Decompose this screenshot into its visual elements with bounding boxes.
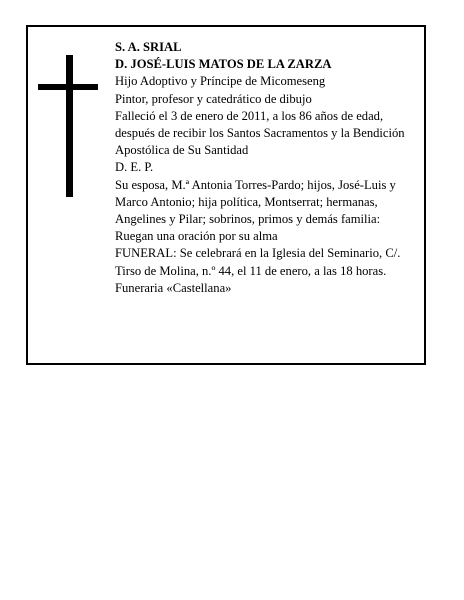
notice-text bbox=[115, 39, 423, 297]
cross-icon-bar bbox=[38, 84, 98, 90]
deceased-name: D. JOSÉ-LUIS MATOS DE LA ZARZA bbox=[115, 57, 332, 72]
company-name: S. A. SRIAL bbox=[115, 40, 182, 54]
death-details: Falleció el 3 de enero de 2011, a los 86 años de edad, después de recibir los Santos Sacramentos y la Bendición Apostólica de Su Santidad bbox=[115, 108, 405, 158]
rip-line: D. E. P. bbox=[115, 160, 154, 175]
profession-line: Pintor, profesor y catedrático de dibujo bbox=[115, 91, 312, 106]
family-line: Su esposa, M.ª Antonia Torres-Pardo; hijos, José-Luis y Marco Antonio; hija política, Montserrat; hermanas, Angelines y Pilar; sobrinos, primos y demás familia: bbox=[115, 177, 396, 227]
obituary-notice bbox=[26, 25, 426, 365]
funeral-details: FUNERAL: Se celebrará en la Iglesia del Seminario, C/. Tirso de Molina, n.º 44, el 11 de enero, a las 18 horas. bbox=[115, 246, 401, 278]
funeral-home: Funeraria «Castellana» bbox=[115, 280, 232, 295]
honor-line: Hijo Adoptivo y Príncipe de Micomeseng bbox=[115, 74, 326, 89]
cross-icon bbox=[66, 55, 73, 197]
prayer-line: Ruegan una oración por su alma bbox=[115, 229, 278, 244]
